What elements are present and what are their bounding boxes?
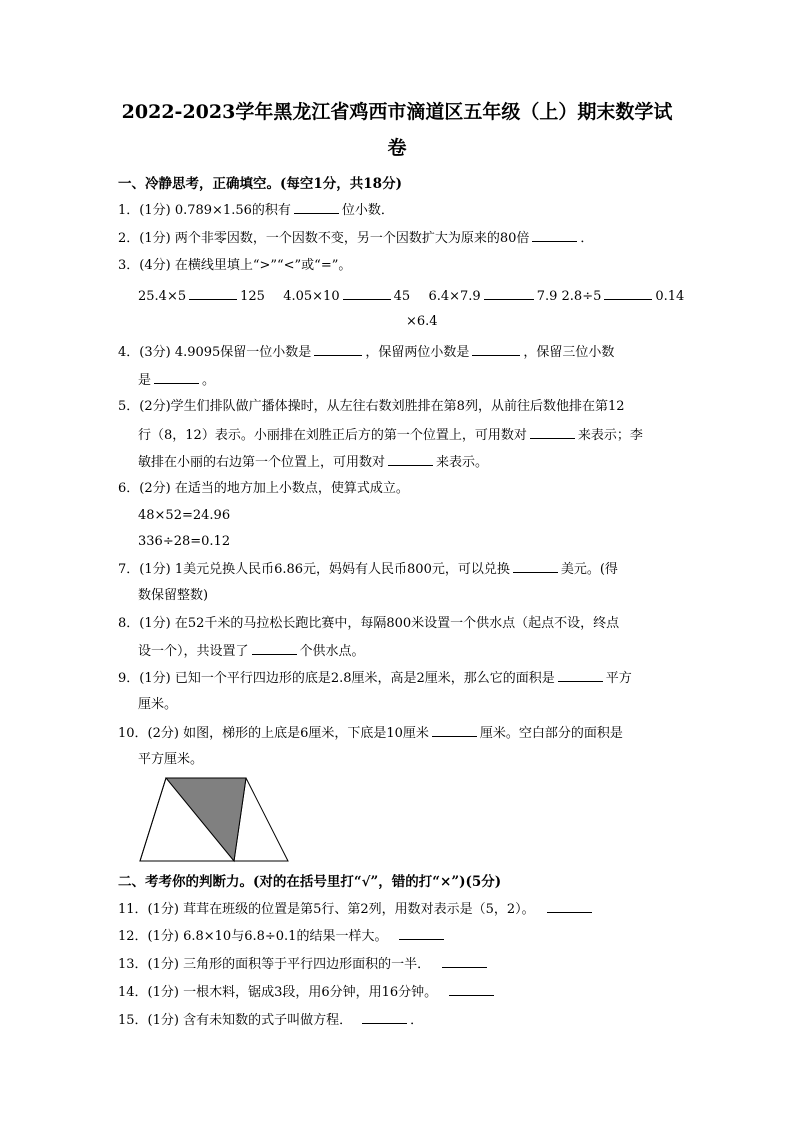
answer-blank[interactable]: [484, 286, 534, 300]
q5-text-c: 来表示；李: [577, 428, 643, 443]
answer-blank[interactable]: [294, 200, 339, 214]
shaded-triangle: [166, 778, 246, 861]
expr-3-right: 7.9: [536, 289, 558, 304]
question-15: [118, 1010, 423, 1031]
question-7-cont: 数保留整数): [138, 588, 209, 603]
expr-4-left: 2.8÷5: [561, 289, 602, 304]
q14-text: 14．(1分) 一根木料，锯成3段，用6分钟，用16分钟。: [118, 985, 438, 1000]
q7-text: 7．(1分) 1美元兑换人民币6.86元，妈妈有人民币800元，可以兑换: [118, 562, 510, 577]
question-5: 5．(2分)学生们排队做广播体操时，从左往右数刘胜排在第8列，从前往后数他排在第12: [118, 399, 625, 414]
answer-blank[interactable]: [252, 641, 297, 655]
answer-blank[interactable]: [314, 342, 362, 356]
question-3-expressions: [138, 286, 684, 307]
expr-2-left: 4.05×10: [283, 289, 340, 304]
answer-blank[interactable]: [432, 723, 477, 737]
answer-blank[interactable]: [442, 954, 487, 968]
question-10: [118, 723, 623, 744]
q9-text-b: 平方: [605, 671, 632, 686]
question-10-cont: 平方厘米。: [138, 752, 204, 767]
trapezoid-figure: [138, 776, 290, 864]
q15-text: 15．(1分) 含有未知数的式子叫做方程．: [118, 1013, 353, 1028]
q1-text: 1．(1分) 0.789×1.56的积有: [118, 203, 291, 218]
answer-blank[interactable]: [513, 559, 558, 573]
q1-text-end: 位小数．: [341, 203, 394, 218]
answer-blank[interactable]: [547, 899, 592, 913]
question-8: 8．(1分) 在52千米的马拉松长跑比赛中，每隔800米设置一个供水点（起点不设，终点: [118, 616, 620, 631]
question-9: [118, 668, 632, 689]
expr-4-right: 0.14: [655, 289, 685, 304]
q8-text-c: 个供水点。: [299, 644, 365, 659]
question-1: [118, 200, 394, 221]
question-4-cont: [138, 370, 215, 391]
question-7: [118, 559, 618, 580]
expr-3-left: 6.4×7.9: [428, 289, 481, 304]
answer-blank[interactable]: [558, 668, 603, 682]
q7-text-b: 美元。(得: [560, 562, 618, 577]
section-1-heading: 一、冷静思考，正确填空。(每空1分，共18分): [118, 176, 402, 192]
q2-text: 2．(1分) 两个非零因数，一个因数不变，另一个因数扩大为原来的80倍: [118, 231, 530, 246]
page-title: 2022-2023学年黑龙江省鸡西市滴道区五年级（上）期末数学试: [121, 101, 673, 123]
answer-blank[interactable]: [530, 425, 575, 439]
answer-blank[interactable]: [399, 926, 444, 940]
q9-text: 9．(1分) 已知一个平行四边形的底是2.8厘米，高是2厘米，那么它的面积是: [118, 671, 555, 686]
expr-3-continued: ×6.4: [406, 314, 438, 329]
q4-text-2: ，保留两位小数是: [365, 345, 470, 360]
q2-text-end: ．: [580, 231, 594, 246]
answer-blank[interactable]: [343, 286, 391, 300]
q10-text-b: 厘米。空白部分的面积是: [479, 726, 623, 741]
q3-text: 3．(4分) 在横线里填上“>”“<”或“=”。: [118, 258, 352, 273]
q4-text-5: 。: [202, 373, 216, 388]
answer-blank[interactable]: [189, 286, 237, 300]
question-8-cont: [138, 641, 365, 662]
answer-blank[interactable]: [532, 228, 577, 242]
question-5-line2: [138, 425, 643, 446]
page-title-continued: 卷: [387, 137, 407, 159]
q4-text: 4．(3分) 4.9095保留一位小数是: [118, 345, 312, 360]
q15-text-end: ．: [410, 1013, 424, 1028]
q11-text: 11．(1分) 茸茸在班级的位置是第5行、第2列，用数对表示是（5，2）。: [118, 902, 535, 917]
question-3: [118, 256, 351, 276]
answer-blank[interactable]: [604, 286, 652, 300]
answer-blank[interactable]: [362, 1010, 407, 1024]
q12-text: 12．(1分) 6.8×10与6.8÷0.1的结果一样大。: [118, 929, 388, 944]
answer-blank[interactable]: [472, 342, 520, 356]
q6-equation-2: 336÷28=0.12: [138, 534, 231, 549]
question-9-cont: 厘米。: [138, 697, 178, 712]
q8-text-b: 设一个），共设置了: [138, 644, 249, 659]
question-11: [118, 899, 595, 920]
question-12: [118, 926, 447, 947]
question-4: [118, 342, 614, 363]
q10-text: 10．(2分) 如图，梯形的上底是6厘米，下底是10厘米: [118, 726, 429, 741]
answer-blank[interactable]: [388, 452, 433, 466]
question-6: 6．(2分) 在适当的地方加上小数点，使算式成立。: [118, 481, 409, 496]
q4-text-3: ，保留三位小数: [523, 345, 615, 360]
question-5-line3: [138, 452, 488, 473]
expr-1-left: 25.4×5: [138, 289, 187, 304]
question-2: [118, 228, 593, 249]
answer-blank[interactable]: [449, 982, 494, 996]
q5-text-e: 来表示。: [436, 455, 489, 470]
section-2-heading: 二、考考你的判断力。(对的在括号里打“√”，错的打“×”)(5分): [118, 874, 502, 890]
question-14: [118, 982, 497, 1003]
question-13: [118, 954, 490, 975]
q13-text: 13．(1分) 三角形的面积等于平行四边形面积的一半．: [118, 957, 431, 972]
q5-text-d: 敏排在小丽的右边第一个位置上，可用数对: [138, 455, 386, 470]
answer-blank[interactable]: [154, 370, 199, 384]
q4-text-4: 是: [138, 373, 152, 388]
expr-2-right: 45: [393, 289, 411, 304]
q5-text-b: 行（8，12）表示。小丽排在刘胜正后方的第一个位置上，可用数对: [138, 428, 527, 443]
q6-equation-1: 48×52=24.96: [138, 508, 231, 523]
expr-1-right: 125: [240, 289, 265, 304]
